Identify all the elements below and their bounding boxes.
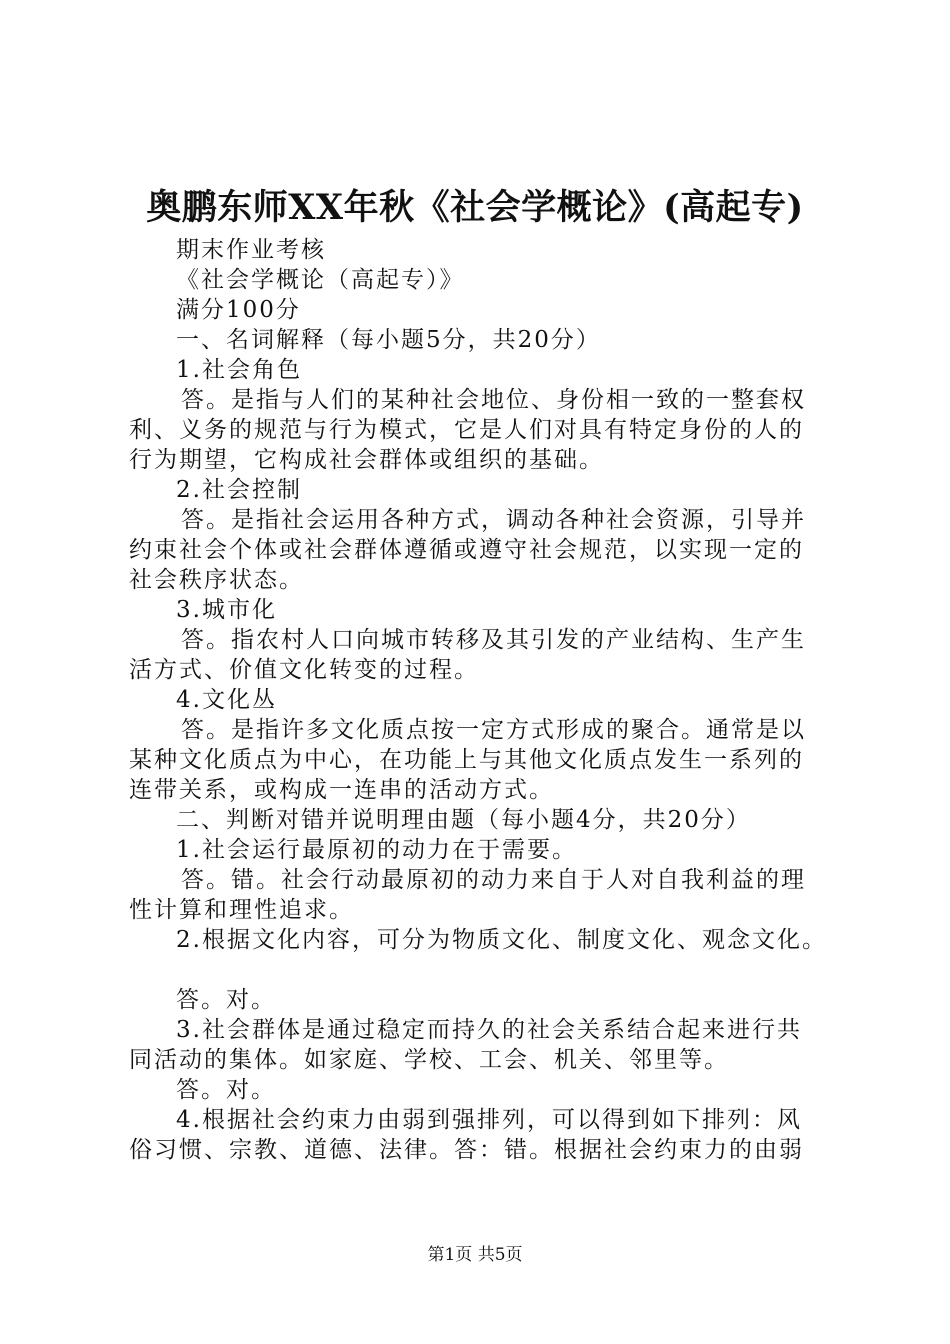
answer-line: 答。错。社会行动最原初的动力来自于人对自我利益的理: [181, 867, 806, 893]
paragraph-line: 满分100分: [176, 297, 301, 323]
answer-line: 约束社会个体或社会群体遵循或遵守社会规范，以实现一定的: [129, 537, 804, 563]
section-heading: 二、判断对错并说明理由题（每小题4分，共20分）: [176, 807, 751, 833]
question-statement: 1.社会运行最原初的动力在于需要。: [176, 837, 577, 863]
answer-line: 某种文化质点为中心，在功能上与其他文化质点发生一系列的: [129, 747, 804, 773]
answer-line: 活方式、价值文化转变的过程。: [129, 657, 479, 683]
answer-line: 答。是指与人们的某种社会地位、身份相一致的一整套权: [181, 387, 806, 413]
question-term: 4.文化丛: [176, 687, 277, 713]
question-statement: 4.根据社会约束力由弱到强排列，可以得到如下排列：风: [176, 1107, 802, 1133]
answer-line: 行为期望，它构成社会群体或组织的基础。: [129, 447, 604, 473]
section-heading: 一、名词解释（每小题5分，共20分）: [176, 327, 601, 353]
question-statement: 3.社会群体是通过稳定而持久的社会关系结合起来进行共: [176, 1017, 802, 1043]
answer-line: 答。指农村人口向城市转移及其引发的产业结构、生产生: [181, 627, 806, 653]
answer-line: 连带关系，或构成一连串的活动方式。: [129, 777, 554, 803]
question-term: 1.社会角色: [176, 357, 302, 383]
question-statement: 2.根据文化内容，可分为物质文化、制度文化、观念文化。: [176, 927, 827, 953]
answer-line: 答。对。: [176, 1077, 276, 1103]
question-term: 2.社会控制: [176, 477, 302, 503]
answer-line: 答。是指许多文化质点按一定方式形成的聚合。通常是以: [181, 717, 806, 743]
blank-line: [129, 955, 834, 985]
document-title: 奥鹏东师XX年秋《社会学概论》(高起专): [146, 187, 804, 228]
answer-line: 答。是指社会运用各种方式，调动各种社会资源，引导并: [181, 507, 806, 533]
page-footer: 第1页 共5页: [427, 1245, 523, 1265]
question-statement: 同活动的集体。如家庭、学校、工会、机关、邻里等。: [129, 1047, 729, 1073]
document-body: [129, 235, 834, 1165]
paragraph-line: 《社会学概论（高起专）》: [176, 267, 465, 293]
answer-line: 社会秩序状态。: [129, 567, 304, 593]
paragraph-line: 期末作业考核: [176, 237, 326, 263]
answer-line: 利、义务的规范与行为模式，它是人们对具有特定身份的人的: [129, 417, 804, 443]
answer-line: 性计算和理性追求。: [129, 897, 354, 923]
answer-line: 答。对。: [176, 987, 276, 1013]
question-statement: 俗习惯、宗教、道德、法律。答：错。根据社会约束力的由弱: [129, 1137, 804, 1163]
question-term: 3.城市化: [176, 597, 277, 623]
